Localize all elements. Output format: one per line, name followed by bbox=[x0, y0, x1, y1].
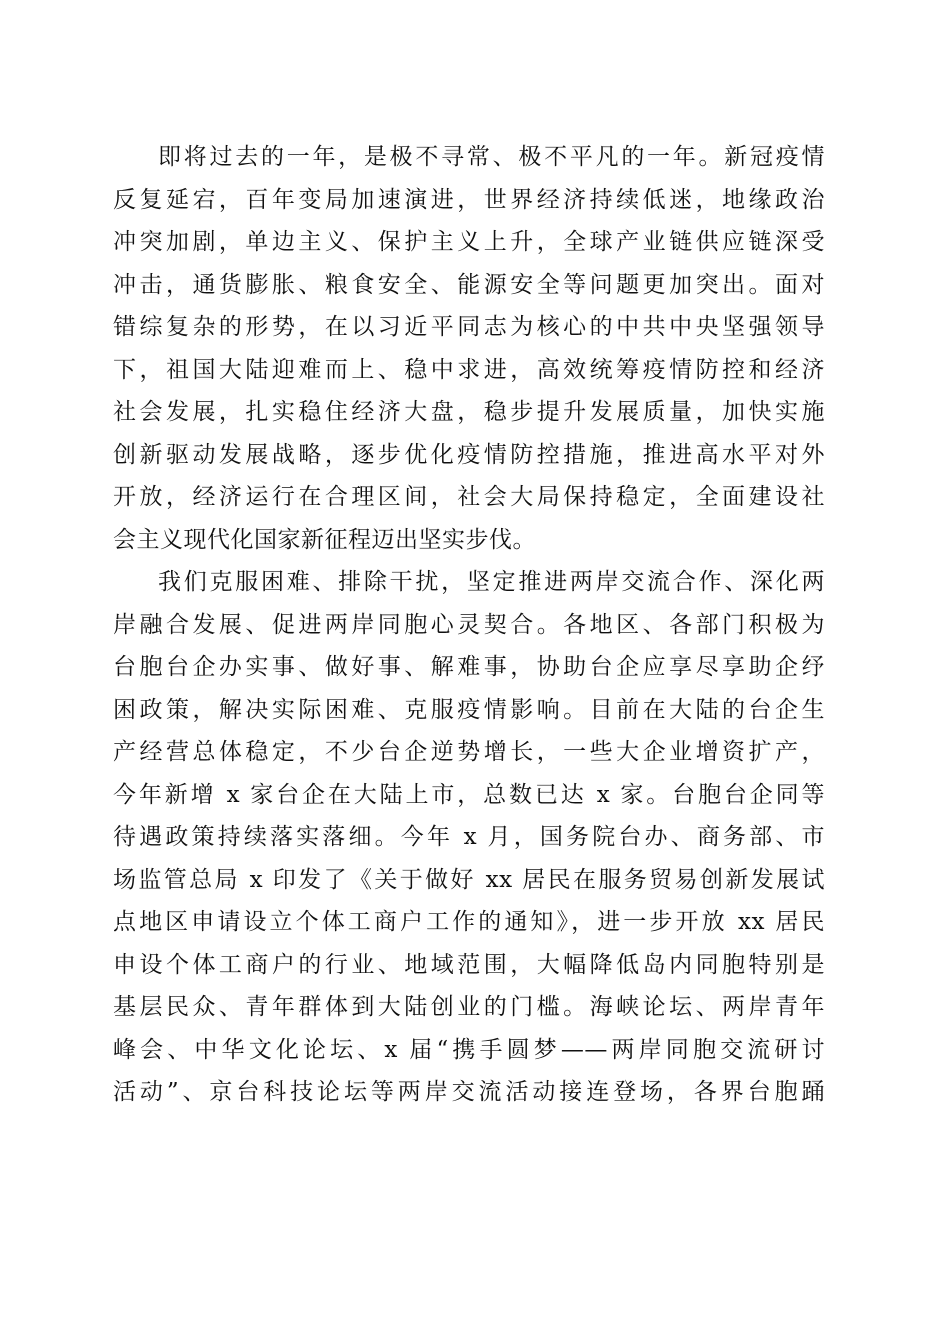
paragraph-1-line: 冲突加剧，单边主义、保护主义上升，全球产业链供应链深受 bbox=[113, 229, 825, 255]
paragraph-1-line: 开放，经济运行在合理区间，社会大局保持稳定，全面建设社 bbox=[113, 484, 825, 510]
paragraph-1-line: 反复延宕，百年变局加速演进，世界经济持续低迷，地缘政治 bbox=[113, 186, 825, 213]
paragraph-2-line: 申设个体工商户的行业、地域范围，大幅降低岛内同胞特别是 bbox=[113, 951, 825, 978]
paragraph-1-line: 会主义现代化国家新征程迈出坚实步伐。 bbox=[113, 526, 536, 553]
paragraph-2-line: 困政策，解决实际困难、克服疫情影响。目前在大陆的台企生 bbox=[113, 696, 825, 723]
paragraph-2-line: 点地区申请设立个体工商户工作的通知》，进一步开放 xx 居民 bbox=[113, 909, 825, 935]
paragraph-1 bbox=[113, 136, 825, 561]
paragraph-1-line: 即将过去的一年，是极不寻常、极不平凡的一年。新冠疫情 bbox=[158, 144, 825, 170]
paragraph-2-line: 基层民众、青年群体到大陆创业的门槛。海峡论坛、两岸青年 bbox=[113, 994, 825, 1020]
paragraph-1-line: 创新驱动发展战略，逐步优化疫情防控措施，推进高水平对外 bbox=[113, 441, 825, 468]
paragraph-2-line: 活动”、京台科技论坛等两岸交流活动接连登场，各界台胞踊 bbox=[113, 1079, 825, 1105]
paragraph-2-line: 今年新增 x 家台企在大陆上市，总数已达 x 家。台胞台企同等 bbox=[113, 781, 825, 808]
paragraph-2-line: 岸融合发展、促进两岸同胞心灵契合。各地区、各部门积极为 bbox=[113, 611, 825, 638]
paragraph-2-line: 场监管总局 x 印发了《关于做好 xx 居民在服务贸易创新发展试 bbox=[113, 866, 825, 893]
paragraph-2-line: 台胞台企办实事、做好事、解难事，协助台企应享尽享助企纾 bbox=[113, 654, 825, 680]
paragraph-2 bbox=[113, 561, 825, 1114]
paragraph-2-line: 峰会、中华文化论坛、x 届“携手圆梦——两岸同胞交流研讨 bbox=[113, 1036, 825, 1063]
paragraph-2-line: 我们克服困难、排除干扰，坚定推进两岸交流合作、深化两 bbox=[158, 569, 825, 595]
paragraph-2-line: 产经营总体稳定，不少台企逆势增长，一些大企业增资扩产， bbox=[113, 739, 825, 765]
paragraph-1-line: 冲击，通货膨胀、粮食安全、能源安全等问题更加突出。面对 bbox=[113, 271, 825, 298]
paragraph-1-line: 错综复杂的形势，在以习近平同志为核心的中共中央坚强领导 bbox=[113, 314, 825, 340]
document-body bbox=[113, 136, 825, 1114]
paragraph-1-line: 社会发展，扎实稳住经济大盘，稳步提升发展质量，加快实施 bbox=[113, 399, 825, 425]
paragraph-2-line: 待遇政策持续落实落细。今年 x 月，国务院台办、商务部、市 bbox=[113, 824, 825, 850]
paragraph-1-line: 下，祖国大陆迎难而上、稳中求进，高效统筹疫情防控和经济 bbox=[113, 356, 825, 383]
